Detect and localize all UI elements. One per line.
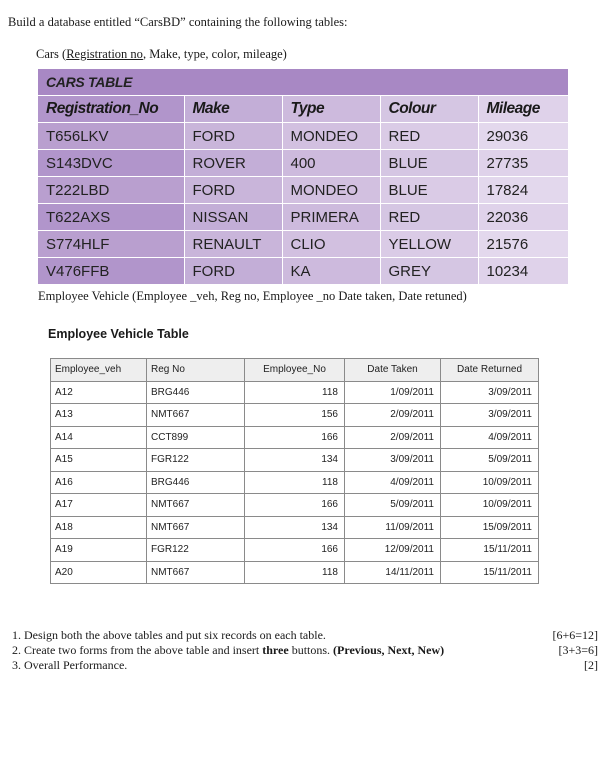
table-cell: 14/11/2011 — [345, 561, 441, 584]
table-cell: A18 — [51, 516, 147, 539]
table-cell: NMT667 — [147, 561, 245, 584]
table-cell: FORD — [184, 123, 282, 150]
employee-header-cell: Reg No — [147, 359, 245, 382]
table-cell: 118 — [245, 561, 345, 584]
table-cell: A20 — [51, 561, 147, 584]
table-row — [51, 381, 539, 404]
question-text: 3. Overall Performance. — [12, 658, 128, 672]
table-cell: NMT667 — [147, 516, 245, 539]
table-row — [51, 471, 539, 494]
table-cell: 10234 — [478, 258, 568, 285]
table-cell: A16 — [51, 471, 147, 494]
table-cell: CCT899 — [147, 426, 245, 449]
employee-header-row — [51, 359, 539, 382]
table-cell: 5/09/2011 — [441, 449, 539, 472]
table-cell: 3/09/2011 — [345, 449, 441, 472]
questions-list — [12, 628, 598, 673]
table-cell: S774HLF — [38, 231, 184, 258]
table-row — [51, 539, 539, 562]
table-cell: BRG446 — [147, 381, 245, 404]
table-row — [38, 231, 568, 258]
question-text: buttons. — [288, 643, 334, 657]
table-cell: 12/09/2011 — [345, 539, 441, 562]
cars-table — [38, 69, 568, 285]
table-cell: RED — [380, 123, 478, 150]
table-row — [38, 204, 568, 231]
table-row — [38, 177, 568, 204]
table-cell: CLIO — [282, 231, 380, 258]
employee-header-cell: Employee_veh — [51, 359, 147, 382]
table-cell: 5/09/2011 — [345, 494, 441, 517]
table-cell: A12 — [51, 381, 147, 404]
cars-desc-prefix: Cars ( — [36, 47, 67, 61]
table-cell: T622AXS — [38, 204, 184, 231]
table-cell: NMT667 — [147, 404, 245, 427]
table-cell: PRIMERA — [282, 204, 380, 231]
table-cell: 166 — [245, 494, 345, 517]
question-2 — [12, 643, 598, 658]
cars-description — [36, 47, 287, 62]
table-cell: 15/11/2011 — [441, 539, 539, 562]
employee-header-cell: Date Taken — [345, 359, 441, 382]
table-cell: 29036 — [478, 123, 568, 150]
table-cell: GREY — [380, 258, 478, 285]
table-cell: KA — [282, 258, 380, 285]
table-cell: BLUE — [380, 177, 478, 204]
cars-header-cell: Registration_No — [38, 96, 184, 123]
table-cell: NISSAN — [184, 204, 282, 231]
table-row — [38, 150, 568, 177]
table-cell: A13 — [51, 404, 147, 427]
employee-header-cell: Date Returned — [441, 359, 539, 382]
cars-table-header-row — [38, 96, 568, 123]
table-cell: 2/09/2011 — [345, 404, 441, 427]
table-cell: 166 — [245, 539, 345, 562]
employee-description: Employee Vehicle (Employee _veh, Reg no, Employee _no Date taken, Date retuned) — [38, 289, 467, 303]
question-points: [2] — [584, 658, 598, 672]
table-cell: 134 — [245, 516, 345, 539]
table-row — [38, 258, 568, 285]
table-cell: 10/09/2011 — [441, 471, 539, 494]
table-cell: FORD — [184, 177, 282, 204]
table-cell: 134 — [245, 449, 345, 472]
table-cell: RENAULT — [184, 231, 282, 258]
table-cell: MONDEO — [282, 123, 380, 150]
employee-vehicle-table — [50, 358, 539, 584]
table-cell: 15/09/2011 — [441, 516, 539, 539]
cars-table-title-row — [38, 69, 568, 96]
table-row — [38, 123, 568, 150]
table-cell: T656LKV — [38, 123, 184, 150]
question-1 — [12, 628, 598, 643]
table-row — [51, 516, 539, 539]
table-cell: 166 — [245, 426, 345, 449]
table-cell: 10/09/2011 — [441, 494, 539, 517]
question-points: [6+6=12] — [552, 628, 598, 642]
employee-table-title: Employee Vehicle Table — [48, 327, 189, 341]
table-cell: 118 — [245, 471, 345, 494]
question-emphasis: three — [262, 643, 289, 657]
table-cell: BRG446 — [147, 471, 245, 494]
question-text: 2. Create two forms from the above table and insert — [12, 643, 263, 657]
cars-desc-key: Registration no — [66, 47, 143, 61]
table-cell: A17 — [51, 494, 147, 517]
table-cell: 27735 — [478, 150, 568, 177]
question-emphasis: (Previous, Next, New) — [333, 643, 445, 657]
table-cell: 11/09/2011 — [345, 516, 441, 539]
table-cell: FORD — [184, 258, 282, 285]
cars-header-cell: Mileage — [478, 96, 568, 123]
table-row — [51, 426, 539, 449]
question-text: 1. Design both the above tables and put six records on each table. — [12, 628, 326, 642]
table-cell: 400 — [282, 150, 380, 177]
question-3 — [12, 658, 598, 673]
table-cell: 3/09/2011 — [441, 404, 539, 427]
table-cell: FGR122 — [147, 539, 245, 562]
table-cell: V476FFB — [38, 258, 184, 285]
table-cell: 22036 — [478, 204, 568, 231]
table-cell: ROVER — [184, 150, 282, 177]
table-cell: 1/09/2011 — [345, 381, 441, 404]
intro-text: Build a database entitled “CarsBD” containing the following tables: — [8, 15, 348, 29]
table-row — [51, 561, 539, 584]
table-cell: 21576 — [478, 231, 568, 258]
table-cell: MONDEO — [282, 177, 380, 204]
table-cell: A15 — [51, 449, 147, 472]
table-cell: BLUE — [380, 150, 478, 177]
table-cell: 17824 — [478, 177, 568, 204]
table-row — [51, 494, 539, 517]
cars-desc-suffix: , Make, type, color, mileage) — [142, 47, 287, 61]
cars-header-cell: Make — [184, 96, 282, 123]
table-cell: NMT667 — [147, 494, 245, 517]
cars-header-cell: Type — [282, 96, 380, 123]
table-cell: 118 — [245, 381, 345, 404]
table-row — [51, 449, 539, 472]
table-cell: 4/09/2011 — [441, 426, 539, 449]
employee-header-cell: Employee_No — [245, 359, 345, 382]
table-cell: T222LBD — [38, 177, 184, 204]
table-cell: RED — [380, 204, 478, 231]
cars-header-cell: Colour — [380, 96, 478, 123]
table-cell: 15/11/2011 — [441, 561, 539, 584]
table-cell: S143DVC — [38, 150, 184, 177]
table-cell: 2/09/2011 — [345, 426, 441, 449]
table-cell: 156 — [245, 404, 345, 427]
table-cell: A19 — [51, 539, 147, 562]
table-cell: YELLOW — [380, 231, 478, 258]
table-cell: 3/09/2011 — [441, 381, 539, 404]
table-cell: 4/09/2011 — [345, 471, 441, 494]
question-points: [3+3=6] — [558, 643, 598, 657]
table-cell: FGR122 — [147, 449, 245, 472]
table-cell: A14 — [51, 426, 147, 449]
table-row — [51, 404, 539, 427]
cars-table-title: CARS TABLE — [38, 69, 568, 96]
